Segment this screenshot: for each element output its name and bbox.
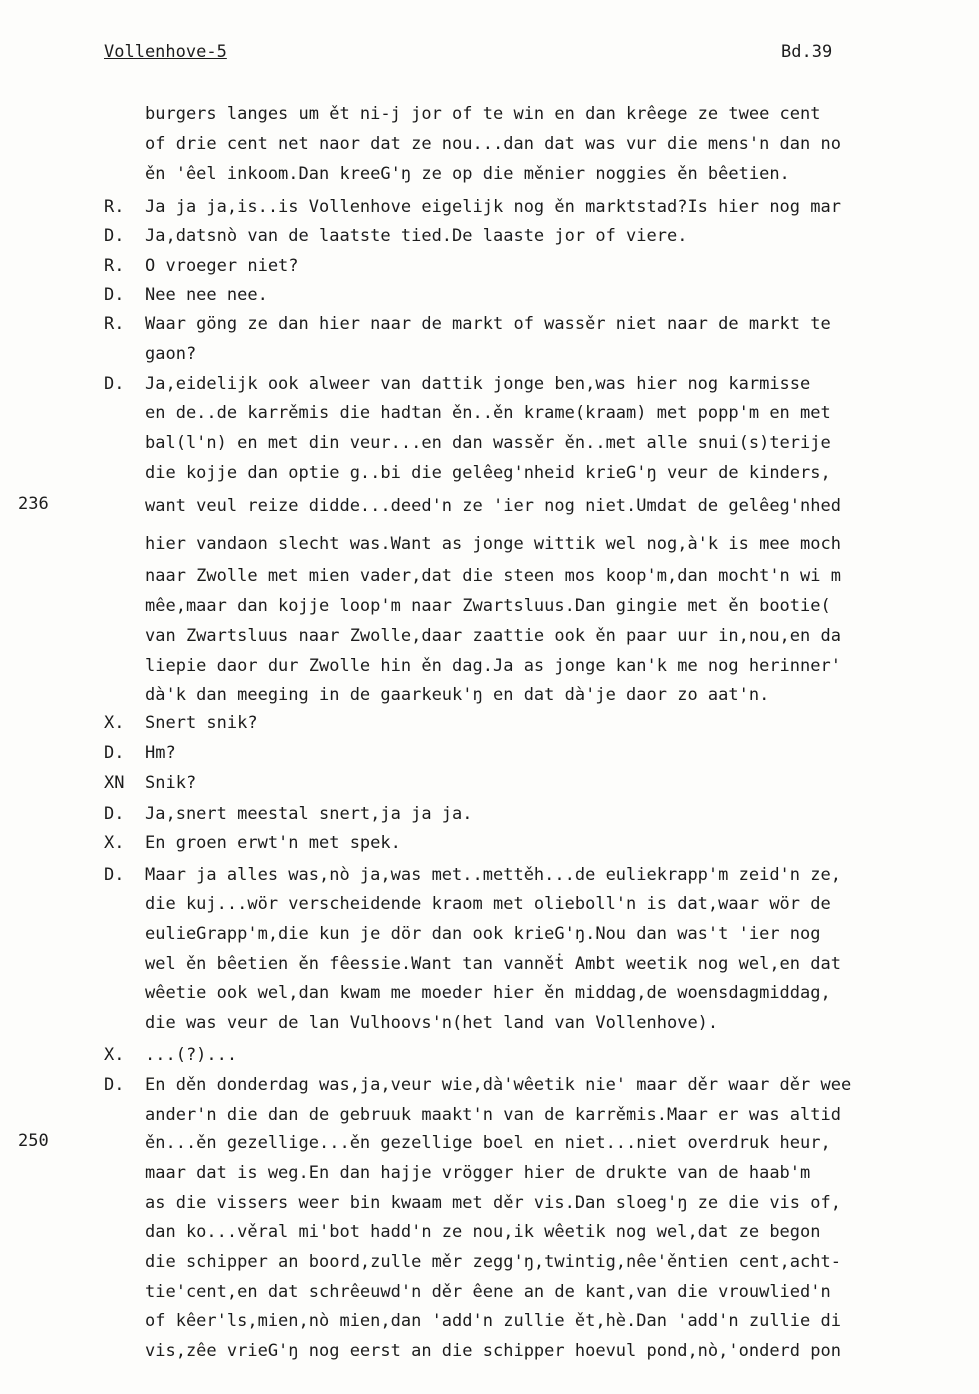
line-text: Ja ja ja,is..is Vollenhove eigelijk nog ěn marktstad?Is hier nog mar xyxy=(145,197,841,217)
line-text: eulieGrapp'm,die kun je dör dan ook krieG'ŋ.Nou dan was't 'ier nog xyxy=(145,924,821,944)
line-text: Snik? xyxy=(145,773,197,793)
line-text: Ja,datsnò van de laatste tied.De laaste jor of viere. xyxy=(145,226,688,246)
line-text: dan ko...věral mi'bot hadd'n ze nou,ik wêetik nog wel,dat ze begon xyxy=(145,1222,821,1242)
line-text: die kuj...wör verscheidende kraom met olieboll'n is dat,waar wör de xyxy=(145,894,831,914)
speaker-label: D. xyxy=(104,804,125,824)
line-text: of drie cent net naor dat ze nou...dan dat was vur die mens'n dan no xyxy=(145,134,841,154)
line-text: ...(?)... xyxy=(145,1045,238,1065)
line-text: van Zwartsluus naar Zwolle,daar zaattie ook ěn paar uur in,nou,en da xyxy=(145,626,841,646)
line-text: tie'cent,en dat schrêeuwd'n děr êene an de kant,van die vrouwlied'n xyxy=(145,1282,831,1302)
line-text: Hm? xyxy=(145,743,176,763)
line-text: Ja,eidelijk ook alweer van dattik jonge ben,was hier nog karmisse xyxy=(145,374,811,394)
line-text: O vroeger niet? xyxy=(145,256,299,276)
speaker-label: D. xyxy=(104,374,125,394)
line-text: wel ěn bêetien ěn fêessie.Want tan vanněṫ Ambt weetik nog wel,en dat xyxy=(145,954,841,974)
line-text: En groen erwt'n met spek. xyxy=(145,833,401,853)
line-text: mêe,maar dan kojje loop'm naar Zwartsluus.Dan gingie met ěn bootie( xyxy=(145,596,831,616)
line-text: wêetie ook wel,dan kwam me moeder hier ěn middag,de woensdagmiddag, xyxy=(145,983,831,1003)
line-text: ander'n die dan de gebruuk maakt'n van de karrěmis.Maar er was altid xyxy=(145,1105,841,1125)
speaker-label: X. xyxy=(104,833,125,853)
line-text: Maar ja alles was,nò ja,was met..mettěh...de euliekrapp'm zeid'n ze, xyxy=(145,865,841,885)
margin-line-number: 250 xyxy=(18,1131,49,1151)
line-text: die kojje dan optie g..bi die gelêeg'nheid krieG'ŋ veur de kinders, xyxy=(145,463,831,483)
speaker-label: D. xyxy=(104,1075,125,1095)
speaker-label: D. xyxy=(104,865,125,885)
document-title: Vollenhove-5 xyxy=(104,42,227,62)
line-text: dà'k dan meeging in de gaarkeuk'ŋ en dat dà'je daor zo aat'n. xyxy=(145,685,770,705)
line-text: gaon? xyxy=(145,344,197,364)
line-text: as die vissers weer bin kwaam met děr vis.Dan sloeg'ŋ ze die vis of, xyxy=(145,1193,841,1213)
line-text: En děn donderdag was,ja,veur wie,dà'wêetik nie' maar děr waar děr wee xyxy=(145,1075,852,1095)
line-text: maar dat is weg.En dan hajje vrögger hier de drukte van de haab'm xyxy=(145,1163,811,1183)
line-text: liepie daor dur Zwolle hin ěn dag.Ja as jonge kan'k me nog herinner' xyxy=(145,656,841,676)
line-text: ěn 'êel inkoom.Dan kreeG'ŋ ze op die měnier noggies ěn bêetien. xyxy=(145,164,790,184)
speaker-label: X. xyxy=(104,713,125,733)
speaker-label: XN xyxy=(104,773,125,793)
line-text: Snert snik? xyxy=(145,713,258,733)
line-text: vis,zêe vrieG'ŋ nog eerst an die schipper hoevul pond,nò,'onderd pon xyxy=(145,1341,841,1361)
speaker-label: D. xyxy=(104,285,125,305)
speaker-label: D. xyxy=(104,743,125,763)
line-text: of kêer'ls,mien,nò mien,dan 'add'n zullie ět,hè.Dan 'add'n zullie di xyxy=(145,1311,841,1331)
speaker-label: R. xyxy=(104,314,125,334)
line-text: die was veur de lan Vulhoovs'n(het land van Vollenhove). xyxy=(145,1013,719,1033)
line-text: Nee nee nee. xyxy=(145,285,268,305)
line-text: Ja,snert meestal snert,ja ja ja. xyxy=(145,804,473,824)
line-text: en de..de karrěmis die hadtan ěn..ěn krame(kraam) met popp'm en met xyxy=(145,403,831,423)
line-text: burgers langes um ět ni-j jor of te win en dan krêege ze twee cent xyxy=(145,104,821,124)
margin-line-number: 236 xyxy=(18,494,49,514)
speaker-label: R. xyxy=(104,256,125,276)
line-text: want veul reize didde...deed'n ze 'ier nog niet.Umdat de gelêeg'nhed xyxy=(145,496,841,516)
line-text: bal(l'n) en met din veur...en dan wassěr ěn..met alle snui(s)terije xyxy=(145,433,831,453)
line-text: naar Zwolle met mien vader,dat die steen mos koop'm,dan mocht'n wi m xyxy=(145,566,841,586)
speaker-label: R. xyxy=(104,197,125,217)
speaker-label: X. xyxy=(104,1045,125,1065)
line-text: ěn...ěn gezellige...ěn gezellige boel en niet...niet overdruk heur, xyxy=(145,1133,831,1153)
speaker-label: D. xyxy=(104,226,125,246)
page-number: Bd.39 xyxy=(781,42,833,62)
line-text: Waar göng ze dan hier naar de markt of wassěr niet naar de markt te xyxy=(145,314,831,334)
line-text: hier vandaon slecht was.Want as jonge wittik wel nog,à'k is mee moch xyxy=(145,534,841,554)
line-text: die schipper an boord,zulle měr zegg'ŋ,twintig,nêe'ěntien cent,acht- xyxy=(145,1252,841,1272)
